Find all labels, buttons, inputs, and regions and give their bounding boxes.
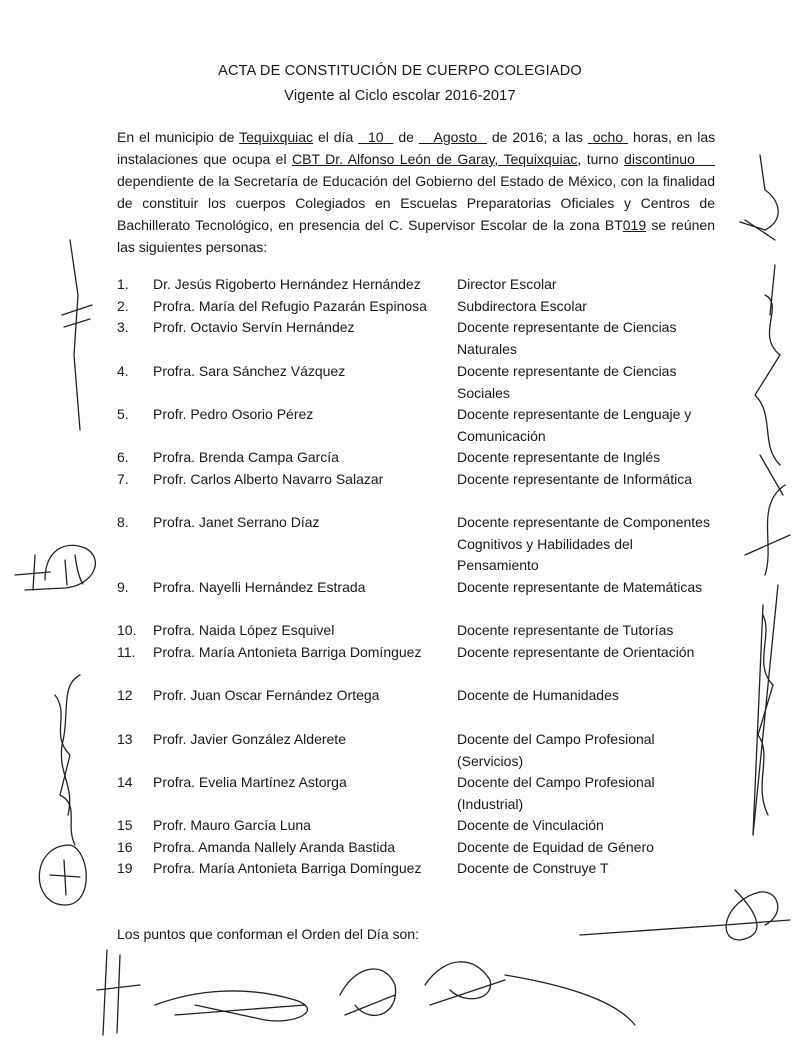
document-title: ACTA DE CONSTITUCIÓN DE CUERPO COLEGIADO [218, 63, 582, 79]
closing-text: Los puntos que conforman el Orden del Día son: [117, 926, 419, 942]
intro-text: de 2016; a las [491, 129, 583, 145]
signature-right-1 [735, 150, 795, 270]
intro-text: el día [317, 129, 354, 145]
turno-field: discontinuo [624, 151, 695, 167]
zona-field: 019 [622, 217, 647, 233]
signature-left-2 [5, 530, 115, 600]
intro-text: En el municipio de [117, 129, 235, 145]
signature-right-2 [725, 255, 800, 585]
plantel-field: CBT Dr. Alfonso León de Garay, Tequixquiac [292, 151, 578, 167]
signature-left-1 [40, 235, 110, 435]
document-page: ACTA DE CONSTITUCIÓN DE CUERPO COLEGIADO Vigente al Ciclo escolar 2016-2017 En el municipio de Tequixquiac el día 10 de Agosto de 2016; a las ocho horas, en las instalaciones que ocupa el CBT Dr. Alfonso León de Garay, Tequixquiac, turno discontinuo dependiente de la Secretaría de Educación del Gobierno del Estado de México, con la finalidad de constituir los cuerpos Colegiados en Escuelas Preparatorias Oficiales y Centros de Bachillerato Tecnológico, en presencia del C. Supervisor Escolar de la zona BT019 se reúnen las siguientes personas: 1. Dr. Jesús Rigoberto Hernández Hernández Director Escolar 2. Profra. María del Refugio Pazarán Espinosa Subdirectora Escolar 3. Profr. Octavio Servín Hernández Docente representante de Ciencias Naturales 4. Profra. Sara Sánchez Vázquez Docente representante de Ciencias Sociales 5. Profr. Pedro Osorio Pérez Docente representante de Lenguaje y Comunicación 6. Profra. Brenda Campa García Docente representante de Inglés 7. Profr. Carlos Alberto Navarro Salazar Docente representante de Informática 8. Profra. Janet Serrano Díaz Docente representante de Componentes Cognitivos y Habilidades del Pensamiento 9. Profra. Nayelli Hernández Estrada Docente representante de Matemáticas 10. Profra. Naida López Esquivel Docente representante de Tutorías 11. Profra. María Antonieta Barriga Domínguez Docente representante de Orientación 12 Profr. Juan Oscar Fernández Ortega Docente de Humanidades 13 Profr. Javier González Alderete Docente del Campo Profesional (Servicios) 14 Profra. Evelia Martínez Astorga Docente del Campo Profesional (Industrial) 15 Profr. Mauro García Luna Docente de Vinculación 16 Profra. Amanda Nallely Aranda Bastida Docente de Equidad de Género 19 Profra. María Antonieta Barriga Domínguez Docente de Construye T Los puntos que conforman el Orden del Día son: [0, 0, 800, 1042]
intro-text: de [398, 129, 414, 145]
signature-left-3 [20, 655, 100, 915]
intro-text: dependiente de la Secretaría de Educación del Gobierno del Estado de México, con la finalidad de constituir los cuerpos Colegiados en Escuelas Preparatorias Oficiales y Centros de Bachillerato Tecnológico, en presencia del C. Supervisor Escolar de la zona BT [117, 173, 715, 233]
municipio-field: Tequixquiac [239, 129, 314, 145]
margin-note-handwriting [738, 585, 798, 845]
dia-field: 10 [367, 129, 384, 145]
intro-text: , turno [577, 151, 619, 167]
hora-field: ocho [592, 129, 624, 145]
mes-field: Agosto [433, 129, 478, 145]
signature-right-4 [575, 880, 795, 950]
intro-text: se reúnen las siguientes personas: [117, 217, 715, 255]
signature-bottom [95, 945, 655, 1040]
intro-paragraph [117, 126, 715, 258]
document-subtitle: Vigente al Ciclo escolar 2016-2017 [284, 88, 516, 104]
intro-text: horas, en las instalaciones que ocupa el [117, 129, 716, 167]
